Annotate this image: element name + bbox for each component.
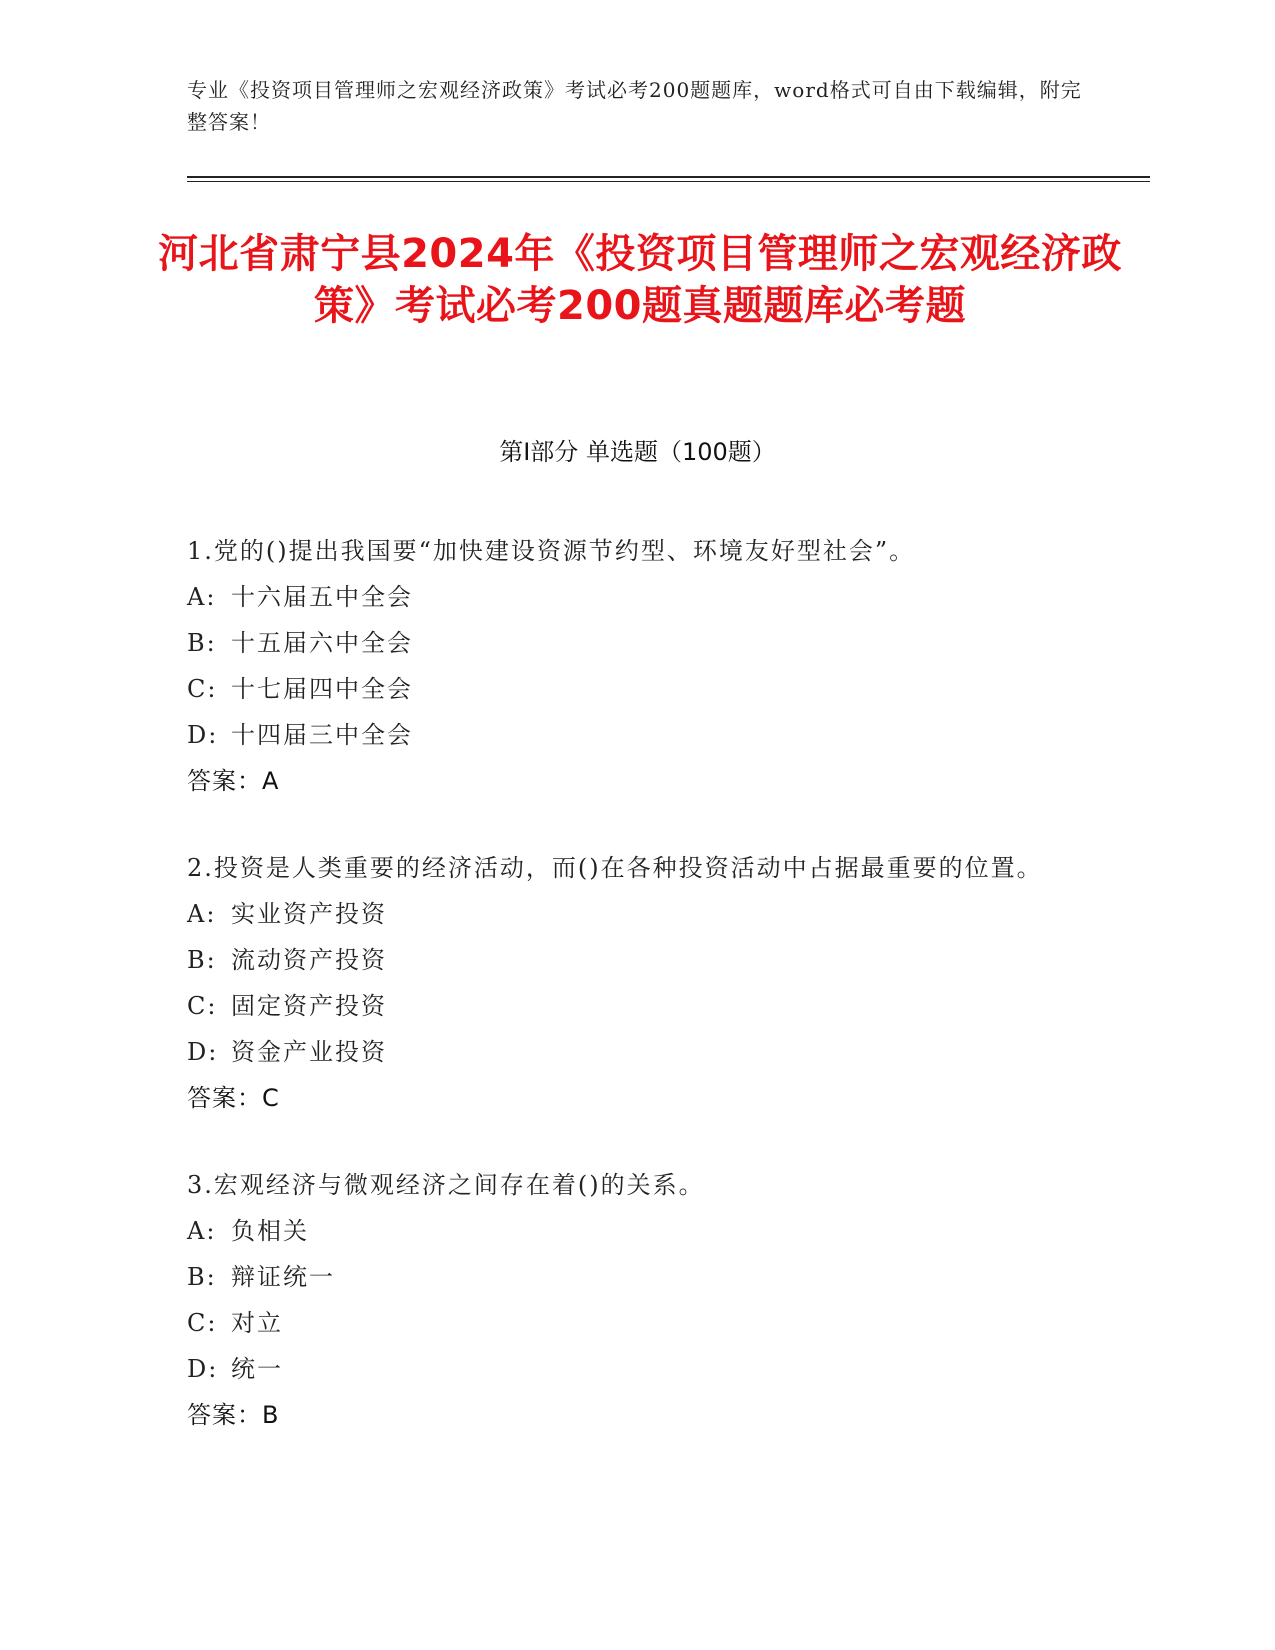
option-c <box>187 1300 1087 1346</box>
question-item <box>187 1162 1087 1438</box>
option-text: 十六届五中全会 <box>231 583 413 611</box>
option-c <box>187 666 1087 712</box>
option-key: C: <box>187 1309 218 1337</box>
option-b <box>187 620 1087 666</box>
section-title: 第Ⅰ部分 单选题（100题） <box>499 438 776 466</box>
option-text: 统一 <box>231 1355 283 1383</box>
option-text: 十七届四中全会 <box>231 675 413 703</box>
question-stem: 3.宏观经济与微观经济之间存在着()的关系。 <box>187 1171 705 1199</box>
option-text: 负相关 <box>231 1217 309 1245</box>
option-b <box>187 937 1087 983</box>
question-list <box>187 528 1087 1479</box>
header-note: 专业《投资项目管理师之宏观经济政策》考试必考200题题库，word格式可自由下载编辑，附完整答案！ <box>187 78 1082 134</box>
option-text: 实业资产投资 <box>231 900 387 928</box>
header-divider-thick <box>187 176 1150 178</box>
option-d <box>187 1029 1087 1075</box>
question-stem: 2.投资是人类重要的经济活动，而()在各种投资活动中占据最重要的位置。 <box>187 854 1043 882</box>
option-text: 对立 <box>231 1309 283 1337</box>
option-key: C: <box>187 675 218 703</box>
question-item <box>187 528 1087 804</box>
option-text: 流动资产投资 <box>231 946 387 974</box>
question-stem: 1.党的()提出我国要“加快建设资源节约型、环境友好型社会”。 <box>187 537 916 565</box>
option-text: 辩证统一 <box>231 1263 335 1291</box>
option-d <box>187 1346 1087 1392</box>
option-key: A: <box>187 1217 217 1245</box>
question-item <box>187 845 1087 1121</box>
option-key: C: <box>187 992 218 1020</box>
answer-line: 答案：A <box>187 767 280 795</box>
option-key: B: <box>187 946 217 974</box>
option-text: 固定资产投资 <box>231 992 387 1020</box>
option-a <box>187 891 1087 937</box>
answer-line: 答案：C <box>187 1084 280 1112</box>
option-key: B: <box>187 629 217 657</box>
option-c <box>187 983 1087 1029</box>
option-a <box>187 574 1087 620</box>
option-key: B: <box>187 1263 217 1291</box>
option-a <box>187 1208 1087 1254</box>
option-text: 十五届六中全会 <box>231 629 413 657</box>
option-b <box>187 1254 1087 1300</box>
option-text: 十四届三中全会 <box>231 721 413 749</box>
answer-line: 答案：B <box>187 1401 280 1429</box>
option-key: D: <box>187 1355 219 1383</box>
option-text: 资金产业投资 <box>231 1038 387 1066</box>
document-title: 河北省肃宁县2024年《投资项目管理师之宏观经济政策》考试必考200题真题题库必考题 <box>158 231 1122 329</box>
option-d <box>187 712 1087 758</box>
option-key: D: <box>187 721 219 749</box>
header-divider-thin <box>187 181 1150 182</box>
option-key: D: <box>187 1038 219 1066</box>
option-key: A: <box>187 583 217 611</box>
option-key: A: <box>187 900 217 928</box>
